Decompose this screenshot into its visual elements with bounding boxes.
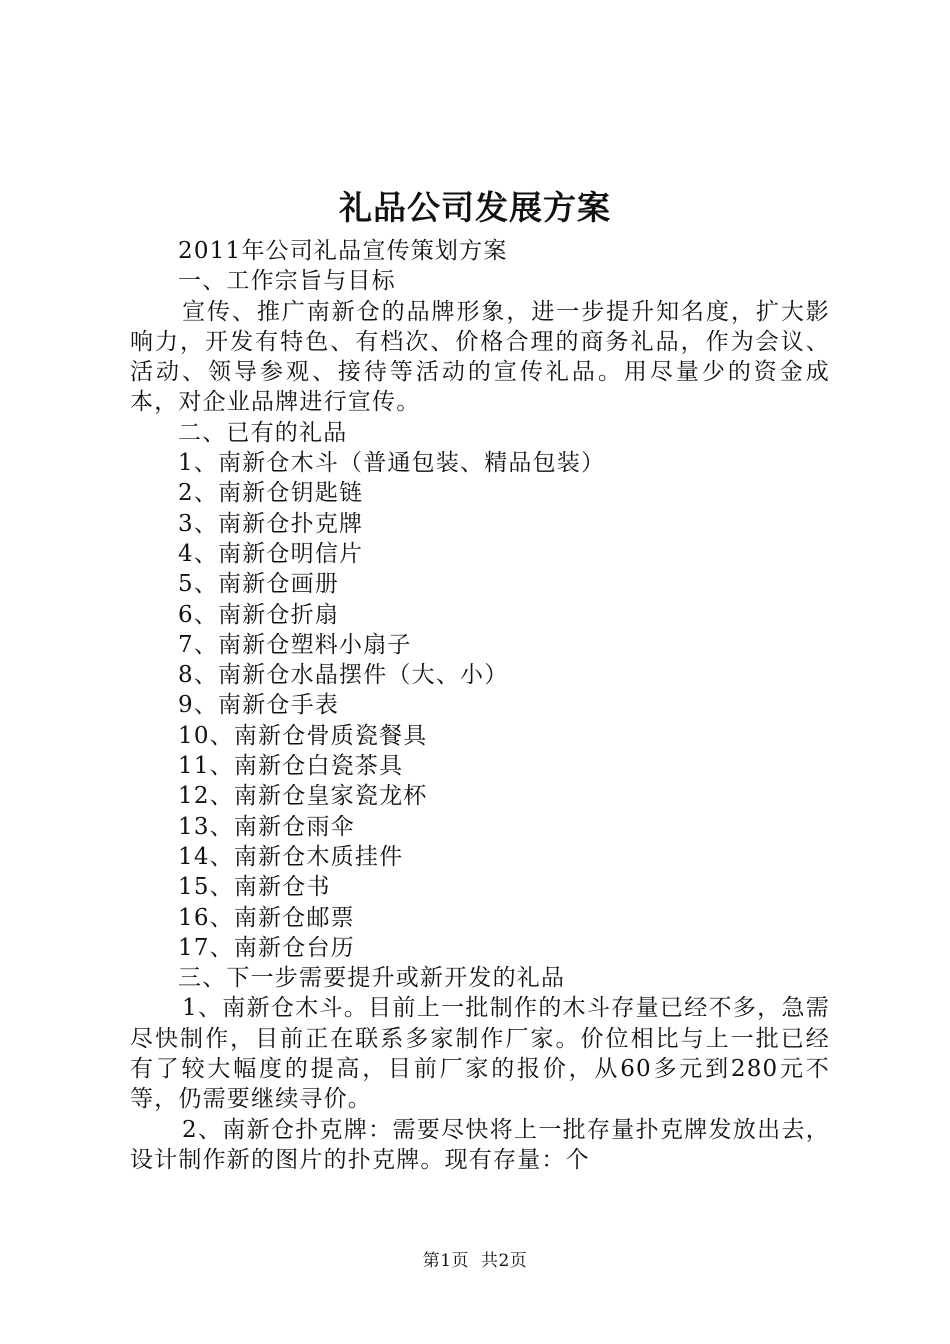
section-heading: 三、下一步需要提升或新开发的礼品 [178, 965, 566, 992]
list-item: 12、南新仓皇家瓷龙杯 [178, 783, 428, 810]
paragraph: 1、南新仓木斗。目前上一批制作的木斗存量已经不多，急需尽快制作，目前正在联系多家制作厂家。价位相比与上一批已经有了较大幅度的提高，目前厂家的报价，从60多元到280元不等，仍需要继续寻价。 [130, 995, 830, 1113]
list-item: 1、南新仓木斗（普通包装、精品包装） [178, 450, 606, 477]
plan-subtitle: 2011年公司礼品宣传策划方案 [178, 238, 508, 264]
list-item: 16、南新仓邮票 [178, 904, 355, 931]
list-item: 13、南新仓雨伞 [178, 813, 355, 840]
page-footer [0, 1246, 950, 1271]
list-item: 5、南新仓画册 [178, 571, 340, 598]
page-number: 第1页 [422, 1251, 470, 1271]
list-item: 6、南新仓折扇 [178, 601, 340, 628]
list-item: 14、南新仓木质挂件 [178, 843, 404, 870]
list-item: 2、南新仓钥匙链 [178, 480, 364, 507]
list-item: 10、南新仓骨质瓷餐具 [178, 722, 428, 749]
paragraph: 宣传、推广南新仓的品牌形象，进一步提升知名度，扩大影响力，开发有特色、有档次、价格合理的商务礼品，作为会议、活动、领导参观、接待等活动的宣传礼品。用尽量少的资金成本，对企业品牌进行宣传。 [130, 298, 830, 416]
document-body [130, 236, 830, 1175]
paragraph: 2、南新仓扑克牌：需要尽快将上一批存量扑克牌发放出去，设计制作新的图片的扑克牌。现有存量：个 [130, 1116, 830, 1173]
list-item: 11、南新仓白瓷茶具 [178, 753, 404, 780]
gift-list [130, 448, 830, 963]
list-item: 15、南新仓书 [178, 874, 331, 901]
list-item: 7、南新仓塑料小扇子 [178, 631, 412, 658]
list-item: 17、南新仓台历 [178, 934, 355, 961]
page-total: 共2页 [480, 1251, 528, 1271]
section-heading: 一、工作宗旨与目标 [178, 268, 396, 295]
list-item: 8、南新仓水晶摆件（大、小） [178, 662, 509, 689]
list-item: 3、南新仓扑克牌 [178, 510, 364, 537]
list-item: 4、南新仓明信片 [178, 540, 364, 567]
list-item: 9、南新仓手表 [178, 692, 340, 719]
document-title: 礼品公司发展方案 [339, 188, 611, 227]
section-heading: 二、已有的礼品 [178, 419, 348, 446]
